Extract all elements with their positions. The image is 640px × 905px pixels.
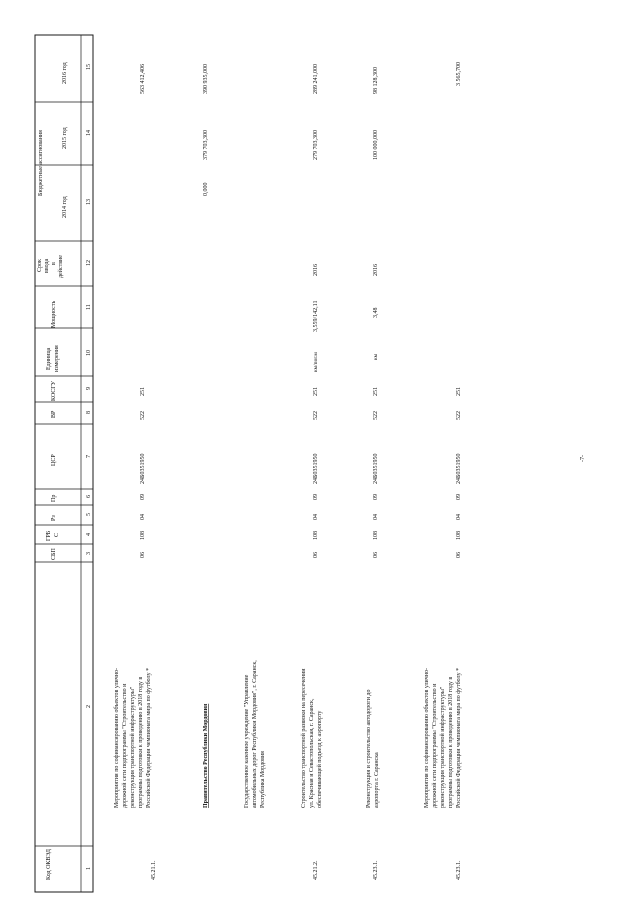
header-y2014: 2014 год (62, 196, 68, 218)
header-unit-2: измерения (54, 345, 60, 372)
row-kosgu: 251 (456, 387, 462, 396)
header-y2016: 2016 год (62, 62, 68, 84)
table-row (202, 64, 209, 808)
header-term-3: в (51, 262, 57, 265)
row-desc-line: программы подготовки к проведению в 2018 году в (138, 676, 144, 808)
row-term: 2016 (373, 264, 379, 276)
row-kosgu: 251 (373, 387, 379, 396)
row-csr: 24Б0351950 (456, 453, 462, 484)
row-y2015: 279 703,300 (313, 130, 319, 160)
row-csr: 24Б0351950 (313, 453, 319, 484)
table-row (423, 62, 462, 880)
row-csr: 24Б0351950 (140, 453, 146, 484)
row-grbs: 108 (373, 531, 379, 540)
row-unit: км/пог.м (313, 352, 319, 372)
header-n14: 14 (86, 130, 92, 136)
row-pr: 09 (313, 494, 319, 500)
row-desc-line: Республика Мордовия (260, 751, 266, 808)
row-y2015: 100 000,000 (373, 130, 379, 160)
header-y2015: 2015 год (62, 127, 68, 149)
row-y2016: 563 412,406 (140, 64, 146, 94)
row-pr: 09 (456, 494, 462, 500)
row-desc-line: Реконструкция и строительство автодороги до (366, 689, 372, 808)
header-code-okved: Код ОКВЭД (46, 849, 52, 880)
header-csr: ЦСР (51, 454, 57, 466)
row-capacity: 3,48 (373, 307, 379, 318)
row-desc-line: Мероприятия по софинансированию объектов улично- (114, 668, 120, 808)
row-sbp: 06 (373, 552, 379, 558)
row-y2016: 289 241,000 (313, 64, 319, 94)
row-term: 2016 (313, 264, 319, 276)
header-grbs-1: ГРБ (46, 530, 52, 541)
row-vr: 522 (373, 411, 379, 420)
header-n6: 6 (86, 495, 92, 498)
header-kosgu: КОСГУ (51, 381, 57, 401)
row-sbp: 06 (456, 552, 462, 558)
row-desc-line: Российской Федерации чемпионата мира по футболу * (456, 667, 462, 808)
header-n10: 10 (86, 350, 92, 356)
row-grbs: 108 (140, 531, 146, 540)
header-n3: 3 (86, 552, 92, 555)
row-pr: 09 (140, 494, 146, 500)
row-grbs: 108 (456, 531, 462, 540)
row-desc-line: Мероприятия по софинансированию объектов улично- (424, 668, 430, 808)
row-y2016: 98 128,300 (373, 67, 379, 94)
header-n5: 5 (86, 513, 92, 516)
header-n1: 1 (86, 867, 92, 870)
row-y2014: 0,000 (203, 182, 209, 196)
row-desc-line: обеспечивающей подъезд к аэропорту (317, 710, 323, 808)
header-grbs-2: С (54, 532, 60, 537)
row-rz: 04 (313, 514, 319, 520)
header-n15: 15 (86, 64, 92, 70)
row-desc-line: Правительство Республики Мордовия (203, 703, 209, 808)
row-y2015: 379 703,300 (203, 130, 209, 160)
header-budget: Бюджетные ассигнования (38, 130, 44, 196)
row-rz: 04 (140, 514, 146, 520)
row-unit: км (373, 353, 379, 360)
header-term-2: ввода (44, 258, 50, 273)
row-sbp: 06 (313, 552, 319, 558)
header-n2: 2 (86, 705, 92, 708)
row-code: 45.21.1. (151, 860, 157, 880)
row-code: 45.23.1. (373, 860, 379, 880)
row-capacity: 3,559/142,11 (313, 300, 319, 332)
header-n11: 11 (86, 304, 92, 310)
header-n13: 13 (86, 199, 92, 205)
header-n12: 12 (86, 260, 92, 266)
header-term-4: действие (58, 255, 64, 278)
table-row (113, 64, 157, 880)
row-desc-line: Российской Федерации чемпионата мира по футболу * (146, 667, 152, 808)
row-sbp: 06 (140, 552, 146, 558)
table-body (113, 62, 462, 880)
header-rz: Рз (51, 515, 57, 521)
table-row (366, 67, 380, 880)
row-rz: 04 (456, 514, 462, 520)
row-pr: 09 (373, 494, 379, 500)
row-vr: 522 (456, 411, 462, 420)
row-desc-line: аэропорта г. Саранска (374, 752, 380, 808)
row-desc-line: дорожной сети подпрограммы "Строительство и (122, 683, 128, 808)
page-number: -7- (580, 455, 586, 462)
row-desc-line: реконструкция транспортной инфраструктуры" (130, 686, 136, 808)
row-csr: 24Б0351950 (373, 453, 379, 484)
header-n9: 9 (86, 387, 92, 390)
row-y2016: 390 935,000 (203, 64, 209, 94)
row-y2016: 3 565,700 (456, 62, 462, 86)
row-desc-line: дорожной сети подпрограммы "Строительство и (432, 683, 438, 808)
table-header (37, 62, 92, 880)
row-desc-line: Государственное казенное учреждение "Управление (244, 674, 250, 808)
row-code: 45.23.1. (456, 860, 462, 880)
header-pr: Пр (51, 494, 57, 502)
header-capacity: Мощность (51, 300, 57, 328)
row-code: 45.21.2. (313, 860, 319, 880)
header-n7: 7 (86, 455, 92, 458)
row-vr: 522 (140, 411, 146, 420)
row-desc-line: Строительство транспортной развязки на пересечении (301, 668, 307, 808)
row-desc-line: реконструкция транспортной инфраструктуры" (440, 686, 446, 808)
row-desc-line: ул. Красная и Севастопольская, г. Саранск, (309, 698, 315, 808)
header-unit-1: Единица (46, 347, 52, 370)
row-rz: 04 (373, 514, 379, 520)
row-vr: 522 (313, 411, 319, 420)
row-desc-line: автомобильных дорог Республики Мордовия", г. Саранск, (252, 660, 258, 808)
header-vr: ВР (51, 410, 57, 418)
header-sbp: СБП (51, 548, 57, 560)
header-n4: 4 (86, 533, 92, 536)
table-row (300, 64, 323, 880)
table-row (244, 660, 266, 808)
header-term-1: Срок (37, 259, 43, 272)
row-kosgu: 251 (313, 387, 319, 396)
row-desc-line: программы подготовки к проведению в 2018 году в (448, 676, 454, 808)
row-kosgu: 251 (140, 387, 146, 396)
row-grbs: 108 (313, 531, 319, 540)
header-n8: 8 (86, 411, 92, 414)
